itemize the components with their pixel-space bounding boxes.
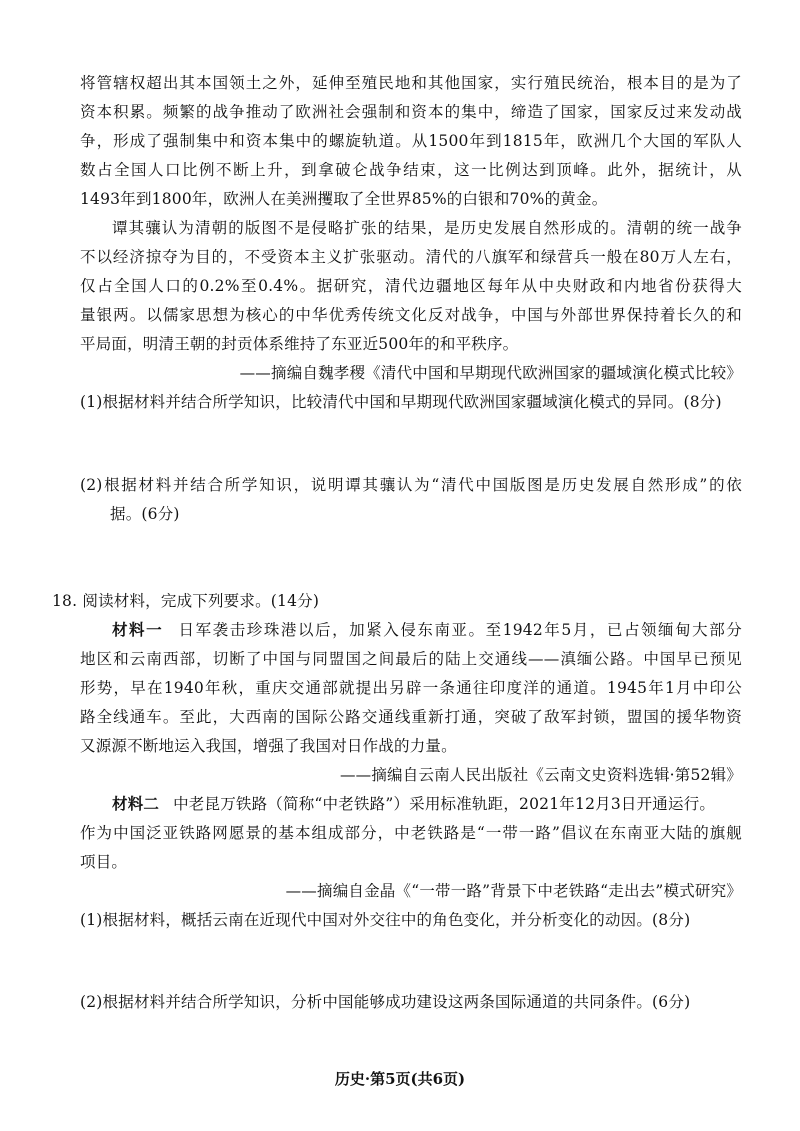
question-17-1: (1)根据材料并结合所学知识，比较清代中国和早期现代欧洲国家疆域演化模式的异同。(8分) xyxy=(80,393,722,411)
material-line: 项目。 xyxy=(80,853,128,871)
material-1-text: 日军袭击珍珠港以后，加紧入侵东南亚。至1942年5月，已占领缅甸大部分 xyxy=(177,621,742,639)
material-2-first-line xyxy=(112,794,742,814)
material-line: 数占全国人口比例不断上升，到拿破仑战争结束，这一比例达到顶峰。此外，据统计，从 xyxy=(80,161,742,179)
material-line: 形势，早在1940年秋，重庆交通部就提出另辟一条通往印度洋的通道。1945年1月中印公 xyxy=(80,679,742,697)
material-line: 谭其骧认为清朝的版图不是侵略扩张的结果，是历史发展自然形成的。清朝的统一战争 xyxy=(112,219,742,237)
material-1-source: ——摘编自云南人民出版社《云南文史资料选辑·第52辑》 xyxy=(339,766,742,784)
material-source: ——摘编自魏孝稷《清代中国和早期现代欧洲国家的疆域演化模式比较》 xyxy=(239,364,742,382)
material-1-label: 材料一 xyxy=(112,620,164,639)
material-line: 将管辖权超出其本国领土之外，延伸至殖民地和其他国家，实行殖民统治，根本目的是为了 xyxy=(80,74,742,92)
material-line: 仅占全国人口的0.2%至0.4%。据研究，清代边疆地区每年从中央财政和内地省份获得大 xyxy=(80,277,742,295)
question-18-2: (2)根据材料并结合所学知识，分析中国能够成功建设这两条国际通道的共同条件。(6分) xyxy=(80,993,691,1011)
material-line: 量银两。以儒家思想为核心的中华优秀传统文化反对战争，中国与外部世界保持着长久的和 xyxy=(80,306,742,324)
material-line: 不以经济掠夺为目的，不受资本主义扩张驱动。清代的八旗军和绿营兵一般在80万人左右， xyxy=(80,248,742,266)
material-2-text: 中老昆万铁路（简称“中老铁路”）采用标准轨距，2021年12月3日开通运行。 xyxy=(173,795,716,813)
material-line: 1493年到1800年，欧洲人在美洲攫取了全世界85%的白银和70%的黄金。 xyxy=(80,190,608,208)
material-line: 路全线通车。至此，大西南的国际公路交通线重新打通，突破了敌军封锁，盟国的援华物资 xyxy=(80,708,742,726)
question-17-2-cont: 据。(6分) xyxy=(110,505,180,523)
material-line: 地区和云南西部，切断了中国与同盟国之间最后的陆上交通线——滇缅公路。中国早已预见 xyxy=(80,650,742,668)
question-18-1: (1)根据材料，概括云南在近现代中国对外交往中的角色变化，并分析变化的动因。(8分) xyxy=(80,911,691,929)
material-line: 平局面，明清王朝的封贡体系维持了东亚近500年的和平秩序。 xyxy=(80,335,519,353)
material-2-label: 材料二 xyxy=(112,794,160,813)
material-1-first-line xyxy=(112,620,742,640)
material-2-source: ——摘编自金晶《“一带一路”背景下中老铁路“走出去”模式研究》 xyxy=(285,882,742,900)
material-line: 资本积累。频繁的战争推动了欧洲社会强制和资本的集中，缔造了国家，国家反过来发动战 xyxy=(80,103,742,121)
question-18-header: 18. 阅读材料，完成下列要求。(14分) xyxy=(52,592,320,610)
material-line: 又源源不断地运入我国，增强了我国对日作战的力量。 xyxy=(80,737,457,755)
material-line: 作为中国泛亚铁路网愿景的基本组成部分，中老铁路是“一带一路”倡议在东南亚大陆的旗舰 xyxy=(80,824,742,842)
question-17-2: (2)根据材料并结合所学知识，说明谭其骧认为“清代中国版图是历史发展自然形成”的依 xyxy=(80,476,742,494)
material-line: 争，形成了强制集中和资本集中的螺旋轨道。从1500年到1815年，欧洲几个大国的军队人 xyxy=(80,132,742,150)
page-footer: 历史·第5页(共6页) xyxy=(334,1070,466,1088)
